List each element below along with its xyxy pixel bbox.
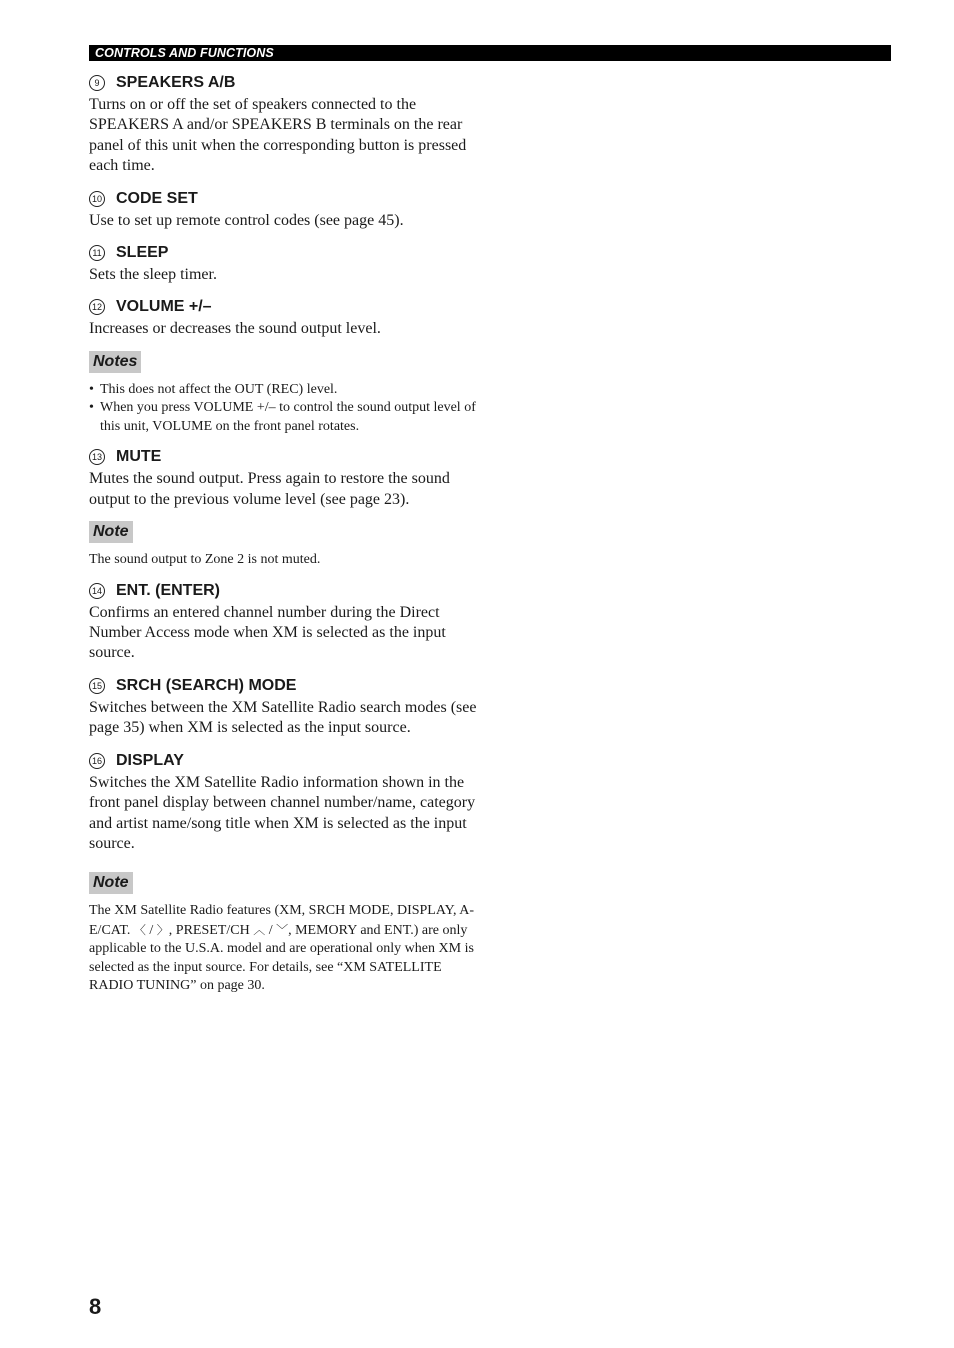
item-heading xyxy=(89,296,481,318)
item-sleep xyxy=(89,242,481,285)
chevron-left-icon: 〈 xyxy=(133,922,146,937)
item-description: Use to set up remote control codes (see page 45). xyxy=(89,211,404,229)
item-description: Mutes the sound output. Press again to restore the sound output to the previous volume level (see page 23). xyxy=(89,470,450,508)
item-speakers-ab xyxy=(89,72,481,177)
item-heading xyxy=(89,580,481,602)
note-text-part: / xyxy=(265,922,277,938)
item-number-badge: 9 xyxy=(89,75,105,91)
notes-list xyxy=(89,381,481,437)
item-heading xyxy=(89,675,481,697)
item-title: SRCH (SEARCH) MODE xyxy=(116,676,297,694)
note-mute xyxy=(89,521,481,570)
item-volume xyxy=(89,296,481,339)
item-number-badge: 14 xyxy=(89,583,105,599)
item-heading xyxy=(89,72,481,94)
item-number-badge: 13 xyxy=(89,449,105,465)
page-number: 8 xyxy=(89,1294,102,1319)
notes-volume xyxy=(89,351,481,437)
note-xm-features xyxy=(89,872,481,996)
item-heading xyxy=(89,446,481,468)
item-number-badge: 11 xyxy=(89,245,105,261)
item-heading xyxy=(89,242,481,264)
note-text-part: The XM Satellite Radio features (XM, SRCH MODE, DISPLAY, A-E/CAT. xyxy=(89,903,474,938)
note-text xyxy=(89,902,481,996)
notes-label: Notes xyxy=(89,351,141,373)
item-title: SLEEP xyxy=(116,244,169,262)
item-display xyxy=(89,750,481,855)
item-description: Switches the XM Satellite Radio information shown in the front panel display between channel number/name, category and artist name/song title when XM is selected as the input source. xyxy=(89,773,476,852)
item-description: Switches between the XM Satellite Radio search modes (see page 35) when XM is selected as the input source. xyxy=(89,698,477,737)
item-title: DISPLAY xyxy=(116,751,184,769)
item-number-badge: 10 xyxy=(89,191,105,207)
item-number-badge: 15 xyxy=(89,678,105,694)
section-title: CONTROLS AND FUNCTIONS xyxy=(95,46,274,60)
item-heading xyxy=(89,188,481,210)
item-enter xyxy=(89,580,481,664)
section-header-bar xyxy=(89,45,891,61)
note-text-part: / xyxy=(145,922,157,938)
content-column xyxy=(89,72,481,1006)
item-code-set xyxy=(89,188,481,231)
item-description: Turns on or off the set of speakers connected to the SPEAKERS A and/or SPEAKERS B terminals on the rear panel of this unit when the corresponding button is pressed each time. xyxy=(89,96,467,175)
note-text: The sound output to Zone 2 is not muted. xyxy=(89,552,321,568)
note-item: • This does not affect the OUT (REC) level. xyxy=(89,381,481,400)
note-text-part: , PRESET/CH xyxy=(168,922,254,938)
item-title: SPEAKERS A/B xyxy=(116,74,236,91)
item-title: VOLUME +/– xyxy=(116,298,212,316)
item-search-mode xyxy=(89,675,481,739)
item-number-badge: 12 xyxy=(89,299,105,315)
item-description: Confirms an entered channel number during the Direct Number Access mode when XM is selected as the input source. xyxy=(89,603,446,662)
chevron-down-icon: ﹀ xyxy=(276,922,289,937)
item-mute xyxy=(89,446,481,510)
chevron-right-icon: 〉 xyxy=(156,922,169,937)
item-description: Sets the sleep timer. xyxy=(89,266,217,284)
note-text-part: , MEMORY and ENT.) are only applicable to the U.S.A. model and are operational only when XM is selected as the input source. For details, see “XM SATELLITE RADIO TUNING” on page 30. xyxy=(89,922,474,994)
note-label: Note xyxy=(89,872,133,894)
chevron-up-icon: ︿ xyxy=(253,922,266,937)
note-item: • When you press VOLUME +/– to control the sound output level of this unit, VOLUME on the front panel rotates. xyxy=(89,399,481,436)
note-label: Note xyxy=(89,521,133,543)
item-title: MUTE xyxy=(116,448,162,466)
item-number-badge: 16 xyxy=(89,753,105,769)
item-heading xyxy=(89,750,481,772)
item-description: Increases or decreases the sound output level. xyxy=(89,320,381,338)
item-title: CODE SET xyxy=(116,189,198,207)
item-title: ENT. (ENTER) xyxy=(116,581,220,599)
